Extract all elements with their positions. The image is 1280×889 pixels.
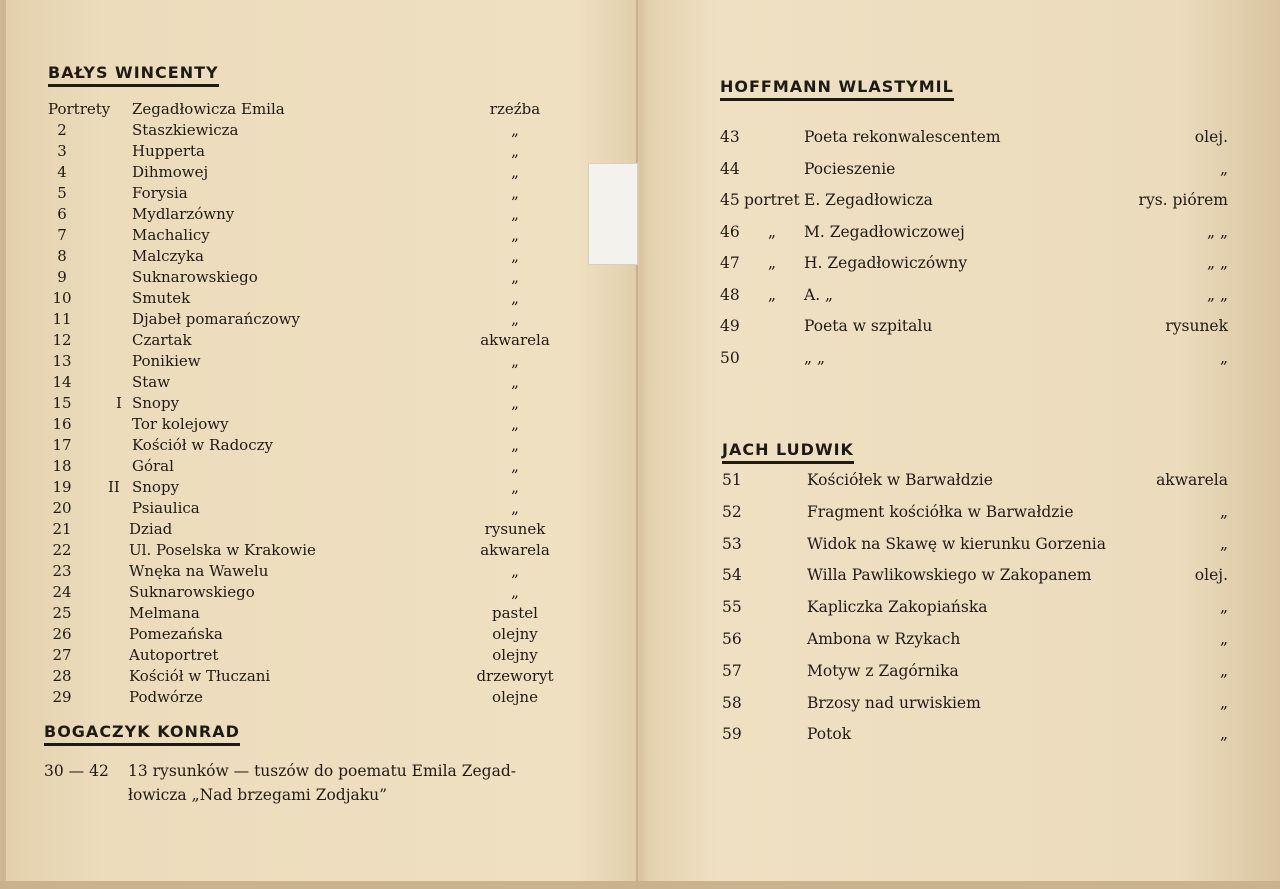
entry-number: 57	[722, 661, 742, 680]
entry-number: Portrety	[48, 100, 111, 118]
entry-title: Kościół w Radoczy	[132, 436, 273, 454]
entry-medium: pastel	[492, 604, 538, 622]
entry-medium: „	[1219, 693, 1228, 712]
entry-title: Smutek	[132, 289, 191, 307]
entry-number: 8	[57, 247, 67, 265]
entry-number: 51	[722, 471, 742, 489]
list-item	[0, 630, 1280, 662]
entry-number: 11	[52, 310, 72, 328]
entry-number: 19	[52, 478, 72, 496]
entry-medium: rzeźba	[489, 100, 541, 118]
entry-number: 25	[52, 604, 72, 622]
entry-title: Ul. Poselska w Krakowie	[129, 541, 316, 559]
entry-title: „ „	[804, 348, 825, 367]
entry-title: Potok	[807, 725, 852, 744]
entry-title: Motyw z Zagórnika	[807, 661, 959, 680]
entry-number: 29	[52, 688, 72, 706]
entry-medium: „	[1219, 502, 1228, 521]
entry-title: Staw	[132, 373, 171, 391]
page-edge-bottom	[0, 881, 1280, 889]
list-item	[0, 694, 1280, 726]
heading-rule	[720, 98, 954, 101]
entry-number: 21	[52, 520, 72, 538]
heading-text: JACH LUDWIK	[722, 440, 854, 459]
entry-medium: „	[511, 562, 519, 580]
heading-text: BOGACZYK KONRAD	[44, 722, 240, 741]
list-item	[0, 100, 580, 121]
entry-medium: „	[1219, 348, 1228, 367]
list-item	[0, 394, 580, 415]
entry-title: Mydlarzówny	[132, 205, 235, 223]
entry-medium: „	[511, 289, 519, 307]
list-item	[0, 566, 1280, 598]
entry-medium: akwarela	[1156, 471, 1228, 489]
entry-medium: „	[1219, 630, 1228, 648]
entry-description-line2: łowicza „Nad brzegami Zodjaku”	[128, 786, 388, 804]
entry-medium: „	[1219, 159, 1228, 178]
entry-title: Dziad	[129, 520, 173, 538]
entry-title: Fragment kościółka w Barwałdzie	[807, 502, 1074, 521]
entry-medium: „ „	[1207, 285, 1228, 304]
entry-medium: „	[511, 457, 519, 475]
heading-text: HOFFMANN WLASTYMIL	[720, 77, 954, 96]
entry-number: 47	[720, 254, 740, 272]
entry-number: 26	[52, 625, 72, 643]
entry-medium: akwarela	[480, 541, 550, 559]
entry-number: 49	[720, 317, 740, 335]
entry-number: 22	[52, 541, 72, 559]
entry-medium: „	[511, 394, 519, 412]
entry-number: 27	[52, 646, 72, 664]
entry-prefix: „	[768, 222, 777, 241]
entry-prefix: II	[108, 478, 120, 496]
entry-medium: „	[511, 184, 519, 202]
entry-medium: „	[511, 268, 519, 286]
entry-title: Staszkiewicza	[132, 121, 239, 139]
entry-title: Forysia	[132, 184, 188, 202]
entry-title: Snopy	[132, 394, 180, 412]
entry-title: Machalicy	[132, 226, 210, 244]
entry-number: 6	[57, 205, 67, 223]
list-item	[0, 725, 1280, 757]
entry-title: Kościółek w Barwałdzie	[807, 471, 993, 489]
heading-jach-ludwik	[722, 440, 854, 464]
entry-title: M. Zegadłowiczowej	[804, 222, 965, 241]
list-item	[0, 535, 1280, 567]
entry-number: 55	[722, 598, 742, 617]
entry-number: 17	[52, 436, 72, 454]
heading-text: BAŁYS WINCENTY	[48, 63, 219, 82]
entry-medium: „ „	[1207, 222, 1228, 241]
entry-medium: olej.	[1194, 128, 1228, 146]
entry-prefix: portret	[744, 191, 800, 209]
entry-number: 54	[722, 566, 742, 585]
list-item	[0, 317, 1280, 349]
entry-medium: „	[1219, 598, 1228, 617]
list-item	[0, 415, 580, 436]
entry-number: 10	[52, 289, 72, 307]
entry-medium: „	[511, 415, 519, 433]
entry-number: 59	[722, 725, 742, 744]
list-item	[0, 503, 1280, 535]
entry-number: 9	[57, 268, 67, 286]
entry-number: 52	[722, 502, 742, 521]
entry-medium: „	[511, 583, 519, 601]
entry-title: Suknarowskiego	[129, 583, 255, 601]
entry-medium: „	[511, 226, 519, 244]
entry-number: 3	[57, 142, 67, 160]
entry-title: Malczyka	[132, 247, 204, 265]
entry-medium: „	[511, 310, 519, 328]
entry-medium: olejny	[492, 646, 538, 664]
entry-medium: „	[511, 205, 519, 223]
entry-title: A. „	[804, 285, 834, 304]
entry-description-line1: 13 rysunków — tuszów do poematu Emila Zegad-	[128, 762, 516, 780]
entry-number: 50	[720, 348, 740, 367]
entry-medium: „	[511, 373, 519, 391]
entry-title: Podwórze	[129, 688, 203, 706]
entry-medium: „	[1219, 661, 1228, 680]
entry-title: Czartak	[132, 331, 192, 349]
entry-number: 15	[52, 394, 72, 412]
heading-hoffmann-wlastymil	[720, 77, 954, 101]
entry-title: Ponikiew	[132, 352, 201, 370]
entry-medium: „	[511, 499, 519, 517]
list-item	[0, 223, 1280, 255]
entry-title: Ambona w Rzykach	[807, 630, 961, 648]
entry-medium: rys. piórem	[1138, 191, 1228, 209]
entry-title: Snopy	[132, 478, 180, 496]
entry-prefix: I	[116, 394, 122, 412]
entry-number: 44	[720, 159, 740, 178]
entry-number: 58	[722, 693, 742, 712]
entry-title: Góral	[132, 457, 174, 475]
list-item	[0, 662, 1280, 694]
entry-title: Suknarowskiego	[132, 268, 258, 286]
entry-medium: rysunek	[484, 520, 546, 538]
entry-medium: „	[511, 142, 519, 160]
list-item	[0, 128, 1280, 160]
entry-medium: akwarela	[480, 331, 550, 349]
entry-title: Pomezańska	[129, 625, 223, 643]
list-item	[0, 191, 1280, 223]
entry-number: 53	[722, 534, 742, 553]
entry-medium: drzeworyt	[476, 667, 554, 685]
heading-balys-wincenty	[48, 63, 219, 87]
list-item	[0, 436, 580, 457]
entry-medium: olej.	[1194, 566, 1228, 585]
entry-number: 30 — 42	[44, 762, 109, 780]
entry-number: 24	[52, 583, 72, 601]
entry-title: Kapliczka Zakopiańska	[807, 598, 988, 617]
list-item	[0, 598, 1280, 630]
entry-medium: „	[511, 352, 519, 370]
entry-number: 23	[52, 562, 72, 580]
entry-number: 12	[52, 331, 72, 349]
entry-number: 7	[57, 226, 67, 244]
list-item	[0, 471, 1280, 503]
entry-medium: „	[1219, 534, 1228, 553]
list-item	[0, 160, 1280, 192]
entry-number: 18	[52, 457, 72, 475]
entry-number: 5	[57, 184, 67, 202]
entry-prefix: „	[768, 254, 777, 272]
entry-number: 20	[52, 499, 72, 517]
entry-title: Kościół w Tłuczani	[129, 667, 271, 685]
list-item	[0, 254, 1280, 286]
entry-title: Pocieszenie	[804, 159, 896, 178]
entry-title: Autoportret	[129, 646, 219, 664]
entry-title: Melmana	[129, 604, 200, 622]
entry-title: Tor kolejowy	[132, 415, 229, 433]
entry-number: 14	[52, 373, 72, 391]
entry-prefix: „	[768, 285, 777, 304]
entry-number: 28	[52, 667, 72, 685]
entry-medium: „	[511, 121, 519, 139]
list-item	[0, 349, 1280, 381]
entry-medium: „	[511, 436, 519, 454]
entry-medium: „	[511, 163, 519, 181]
entry-medium: „	[511, 478, 519, 496]
entry-title: Brzosy nad urwiskiem	[807, 693, 981, 712]
entry-number: 43	[720, 128, 740, 146]
entry-medium: olejny	[492, 625, 538, 643]
entry-title: Poeta w szpitalu	[804, 317, 933, 335]
entry-title: Zegadłowicza Emila	[132, 100, 285, 118]
entry-title: Hupperta	[132, 142, 205, 160]
entry-number: 46	[720, 222, 740, 241]
entry-number: 4	[57, 163, 67, 181]
list-item	[0, 286, 1280, 318]
entry-title: Poeta rekonwalescentem	[804, 128, 1001, 146]
heading-rule	[48, 84, 219, 87]
entry-title: Dihmowej	[132, 163, 209, 181]
entry-medium: rysunek	[1165, 317, 1228, 335]
entry-medium: „ „	[1207, 254, 1228, 272]
entry-number: 2	[57, 121, 67, 139]
entry-title: Widok na Skawę w kierunku Gorzenia	[807, 534, 1106, 553]
entry-title: E. Zegadłowicza	[804, 191, 933, 209]
entry-medium: „	[511, 247, 519, 265]
entry-number: 45	[720, 191, 740, 209]
entry-medium: „	[1219, 725, 1228, 744]
entry-number: 16	[52, 415, 72, 433]
entry-number: 48	[720, 285, 740, 304]
entry-title: Psiaulica	[132, 499, 200, 517]
entry-medium: olejne	[492, 688, 538, 706]
entry-title: H. Zegadłowiczówny	[804, 254, 968, 272]
entry-title: Djabeł pomarańczowy	[132, 310, 300, 328]
entry-title: Wnęka na Wawelu	[129, 562, 269, 580]
heading-rule	[722, 461, 854, 464]
entry-number: 13	[52, 352, 72, 370]
entry-number: 56	[722, 630, 742, 648]
entry-title: Willa Pawlikowskiego w Zakopanem	[807, 566, 1092, 585]
